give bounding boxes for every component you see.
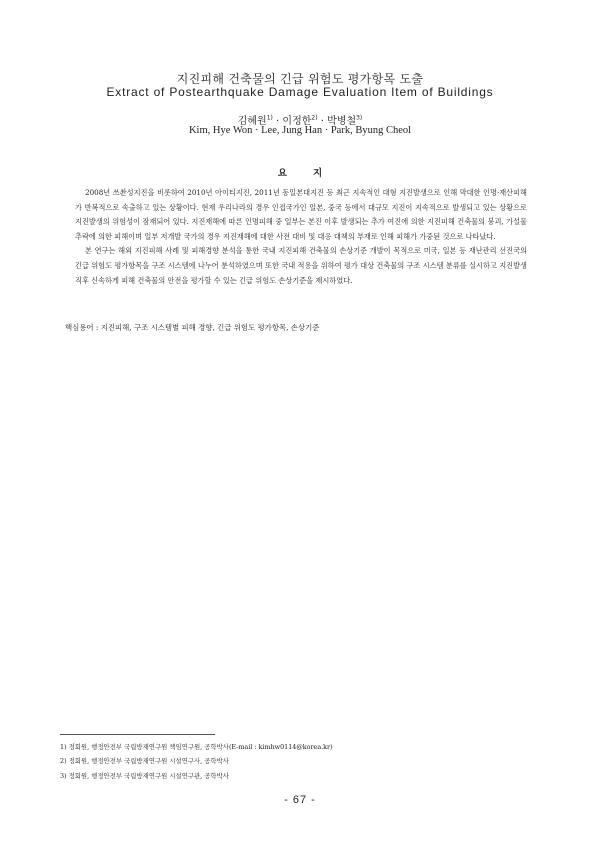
title-english: Extract of Postearthquake Damage Evaluation Item of Buildings <box>106 85 494 99</box>
abstract-paragraph: 2008년 쓰촨성지진을 비롯하여 2010년 아이티지진, 2011년 동일본대지진 등 최근 지속적인 대형 지진발생으로 인해 막대한 인명·재산피해가 반복적으로 속출하고 있는 상황이다. 현재 우리나라의 경우 인접국가인 일본, 중국 등에서 대규모 지진이 지속적으로 발생되고 있는 상황으로 지진발생의 위험성이 잠재되어 있다. 지진재해에 따른 인명피해 중 일부는 본진 이후 발생되는 추가 여진에 의한 지진피해 건축물의 붕괴, 가설물 추락에 의한 피해이며 일부 저개발 국가의 경우 지진재해에 대한 사전 대비 및 대응 대책의 부재로 인해 피해가 가중된 것으로 나타났다. <box>75 188 527 241</box>
footnote: 3) 정회원, 행정안전부 국립방재연구원 시설연구관, 공학박사 <box>60 771 229 780</box>
page-number: - 67 - <box>284 794 316 806</box>
footnote-mark: 2) <box>311 114 318 122</box>
author-name: 김혜원 <box>237 116 267 127</box>
footnote-mark: 3) <box>356 114 363 122</box>
footnote-mark: 1) <box>266 114 273 122</box>
footnote-divider <box>60 734 215 735</box>
abstract-heading: 요지 <box>277 168 349 179</box>
author-name: 이정한 <box>282 116 312 127</box>
footnote: 2) 정회원, 행정안전부 국립방재연구원 시설연구사, 공학박사 <box>60 757 229 766</box>
abstract-body <box>75 186 527 288</box>
abstract-paragraph: 본 연구는 해외 지진피해 사례 및 피해경향 분석을 통한 국내 지진피해 건축물의 손상기준 개발이 목적으로 미국, 일본 등 재난관리 선진국의 긴급 위험도 평가항목을 구조 시스템에 나누어 분석하였으며 또한 국내 적용을 위하여 평가 대상 건축물의 구조 시스템 분류를 실시하고 지진발생 직후 신속하게 피해 건축물의 안전을 평가할 수 있는 긴급 위험도 손상기준을 제시하였다. <box>75 246 527 285</box>
author-separator: · <box>317 116 328 127</box>
authors-english: Kim, Hye Won · Lee, Jung Han · Park, Byung Cheol <box>188 125 412 136</box>
footnote: 1) 정회원, 행정안전부 국립방재연구원 책임연구원, 공학박사(E-mail : kimhw0114@korea.kr) <box>60 743 333 751</box>
author-separator: · <box>272 116 283 127</box>
footnotes <box>60 740 540 783</box>
keywords: 핵심용어 : 지진피해, 구조 시스템별 피해 경향, 긴급 위험도 평가항목, 손상기준 <box>65 323 320 332</box>
author-name: 박병철 <box>327 116 357 127</box>
title-korean: 지진피해 건축물의 긴급 위험도 평가항목 도출 <box>176 72 424 86</box>
